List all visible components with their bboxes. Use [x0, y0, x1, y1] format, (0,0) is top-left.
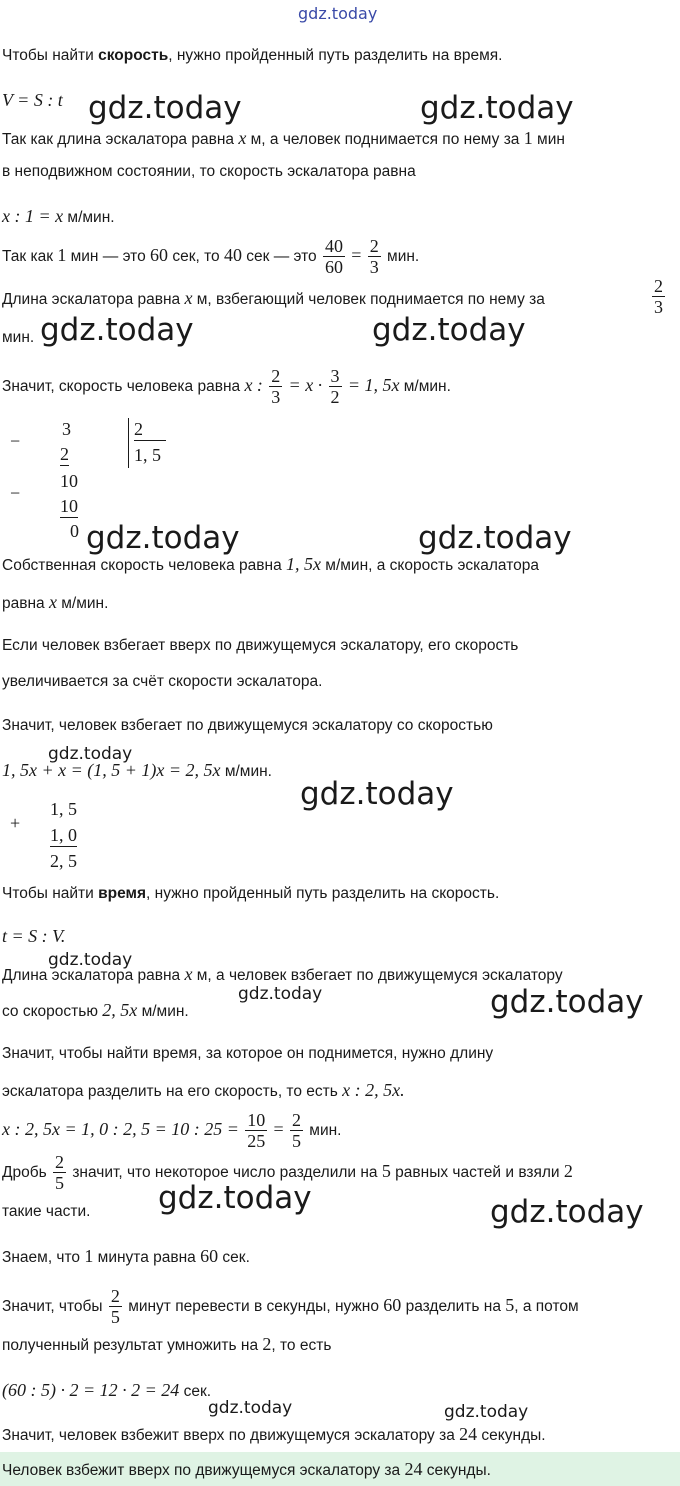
watermark: gdz.today [88, 90, 242, 126]
text-line: Длина эскалатора равна x м, взбегающий человек поднимается по нему за [2, 288, 545, 308]
fraction: $\frac{10}{25}$ [247, 1110, 266, 1152]
text-line: Так как длина эскалатора равна x м, а человек поднимается по нему за 1 мин [2, 128, 565, 148]
text-line: Знаем, что 1 минута равна 60 сек. [2, 1246, 250, 1266]
minus-sign: − [10, 431, 21, 451]
fraction: $\frac{3}{2}$ [330, 366, 340, 408]
text-line: мин. [2, 329, 35, 346]
division-bar [128, 418, 129, 468]
sum: 2, 5 [50, 851, 77, 871]
text-line: полученный результат умножить на 2, то есть [2, 1334, 332, 1354]
text-line: Дробь $\frac{2}{5}$ значит, что некоторое число разделили на 5 равных частей и взяли 2 [2, 1152, 573, 1194]
text-line: Значит, чтобы $\frac{2}{5}$ минут перевести в секунды, нужно 60 разделить на 5, а потом [2, 1286, 579, 1328]
fraction: $\frac{2}{5}$ [292, 1110, 301, 1152]
watermark: gdz.today [300, 776, 454, 812]
fraction: $\frac{2}{5}$ [55, 1152, 64, 1194]
text-line: равна x м/мин. [2, 592, 109, 612]
watermark: gdz.today [86, 520, 240, 556]
watermark: gdz.today [444, 1402, 529, 1422]
fraction: $\frac{2}{3}$ [271, 366, 281, 408]
formula: V = S : t [2, 90, 63, 110]
fraction: $\frac{2}{3}$ [369, 236, 379, 278]
watermark: gdz.today [490, 984, 644, 1020]
formula: (60 : 5) · 2 = 12 · 2 = 24 сек. [2, 1380, 212, 1400]
watermark: gdz.today [158, 1180, 312, 1216]
fraction: $\frac{2}{3}$ [654, 276, 663, 317]
watermark: gdz.today [298, 4, 378, 23]
text-line: эскалатора разделить на его скорость, то есть x : 2, 5x. [2, 1080, 405, 1100]
text-line: Длина эскалатора равна x м, а человек взбегает по движущемуся эскалатору [2, 964, 563, 984]
dividend: 3 [62, 419, 71, 439]
quotient: 1, 5 [134, 445, 161, 465]
text-line: увеличивается за счёт скорости эскалатора. [2, 673, 323, 690]
text-line: Значит, скорость человека равна x : $\frac{2}{3}$ = x · $\frac{3}{2}$ = 1, 5x м/мин. [2, 366, 451, 408]
remainder: 0 [70, 521, 79, 541]
addend: 1, 5 [50, 799, 77, 819]
answer-text: Человек взбежит вверх по движущемуся эскалатору за 24 секунды. [2, 1459, 491, 1479]
fraction: $\frac{2}{5}$ [110, 1286, 120, 1328]
addend: 1, 0 [50, 825, 77, 845]
watermark: gdz.today [40, 312, 194, 348]
fraction: $\frac{40}{60}$ [324, 236, 343, 278]
text-line: Если человек взбегает вверх по движущемуся эскалатору, его скорость [2, 637, 519, 654]
text-line: Значит, человек взбегает по движущемуся эскалатору со скоростью [2, 717, 493, 734]
text-line: такие части. [2, 1203, 91, 1220]
text-line: Так как 1 мин — это 60 сек, то 40 сек — это $\frac{40}{60}$ = $\frac{2}{3}$ мин. [2, 236, 420, 278]
watermark: gdz.today [418, 520, 572, 556]
subtrahend: 2 [60, 444, 69, 464]
plus-sign: + [10, 813, 21, 833]
watermark: gdz.today [48, 744, 133, 764]
formula: x : 1 = x м/мин. [2, 206, 115, 226]
text-line: Значит, чтобы найти время, за которое он поднимется, нужно длину [2, 1045, 494, 1062]
answer-box [0, 1452, 680, 1486]
text-line: в неподвижном состоянии, то скорость эскалатора равна [2, 163, 416, 180]
watermark: gdz.today [420, 90, 574, 126]
subtrahend: 10 [60, 496, 78, 516]
formula: x : 2, 5x = 1, 0 : 2, 5 = 10 : 25 = $\frac{10}{25}$ = $\frac{2}{5}$ мин. [2, 1110, 342, 1152]
formula: 1, 5x + x = (1, 5 + 1)x = 2, 5x м/мин. [2, 760, 272, 780]
text-line: Собственная скорость человека равна 1, 5x м/мин, а скорость эскалатора [2, 554, 539, 574]
watermark: gdz.today [208, 1398, 293, 1418]
text-line: Значит, человек взбежит вверх по движущемуся эскалатору за 24 секунды. [2, 1424, 546, 1444]
watermark: gdz.today [238, 984, 323, 1004]
text-line: Чтобы найти время, нужно пройденный путь разделить на скорость. [2, 885, 500, 902]
formula: t = S : V. [2, 926, 66, 946]
text-line: Чтобы найти скорость, нужно пройденный путь разделить на время. [2, 47, 503, 64]
watermark: gdz.today [372, 312, 526, 348]
text-line: со скоростью 2, 5x м/мин. [2, 1000, 189, 1020]
minus-sign: − [10, 483, 21, 503]
divisor: 2 [134, 418, 166, 441]
remainder: 10 [60, 471, 78, 491]
watermark: gdz.today [48, 950, 133, 970]
watermark: gdz.today [490, 1194, 644, 1230]
